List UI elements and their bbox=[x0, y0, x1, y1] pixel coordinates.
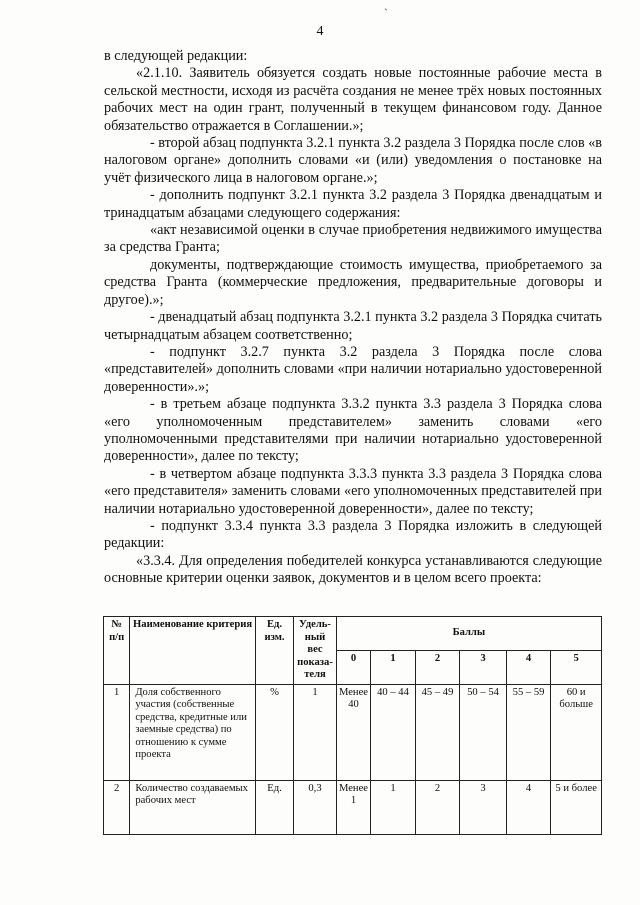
criteria-table bbox=[103, 616, 602, 835]
row-num: 2 bbox=[104, 780, 130, 834]
paragraph-4: «акт независимой оценки в случае приобретения недвижимого имущества за средства Гранта; bbox=[104, 222, 602, 256]
row-score: 45 – 49 bbox=[415, 684, 460, 780]
row-num: 1 bbox=[104, 684, 130, 780]
row-score: 55 – 59 bbox=[506, 684, 551, 780]
row-name: Доля собственного участия (собственные средства, кредитные или заемные средства) по отношению к сумме проекта bbox=[130, 684, 255, 780]
row-score: 3 bbox=[460, 780, 507, 834]
document-body bbox=[104, 48, 602, 588]
header-scores: Баллы bbox=[336, 617, 601, 651]
row-weight: 0,3 bbox=[294, 780, 337, 834]
row-score: Менее 40 bbox=[336, 684, 370, 780]
row-unit: % bbox=[255, 684, 293, 780]
row-score: 50 – 54 bbox=[460, 684, 507, 780]
row-score: 60 и больше bbox=[551, 684, 602, 780]
row-score: Менее 1 bbox=[336, 780, 370, 834]
paragraph-8: - в третьем абзаце подпункта 3.3.2 пункта 3.3 раздела 3 Порядка слова «его уполномоченным представителем» заменить словами «его уполномоченными представителями при наличии нотариально удостоверенной доверенности», далее по тексту; bbox=[104, 396, 602, 465]
paragraph-5: документы, подтверждающие стоимость имущества, приобретаемого за средства Гранта (коммерческие предложения, предварительные договоры и другое).»; bbox=[104, 256, 602, 308]
score-col-3: 3 bbox=[460, 650, 507, 684]
score-col-5: 5 bbox=[551, 650, 602, 684]
score-col-4: 4 bbox=[506, 650, 551, 684]
row-score: 4 bbox=[506, 780, 551, 834]
table-header-row bbox=[104, 617, 602, 651]
score-col-1: 1 bbox=[371, 650, 416, 684]
paragraph-10: - подпункт 3.3.4 пункта 3.3 раздела 3 Порядка изложить в следующей редакции: bbox=[104, 517, 602, 552]
score-col-2: 2 bbox=[415, 650, 460, 684]
paragraph-6: - двенадцатый абзац подпункта 3.2.1 пункта 3.2 раздела 3 Порядка считать четырнадцатым абзацем соответственно; bbox=[104, 309, 602, 343]
table-row bbox=[104, 780, 602, 834]
header-unit: Ед. изм. bbox=[255, 617, 293, 685]
header-name: Наименование критерия bbox=[130, 617, 255, 685]
row-score: 40 – 44 bbox=[371, 684, 416, 780]
paragraph-0: в следующей редакции: bbox=[104, 48, 248, 64]
page-number: 4 bbox=[316, 24, 324, 39]
row-weight: 1 bbox=[294, 684, 337, 780]
row-name: Количество создаваемых рабочих мест bbox=[130, 780, 255, 834]
table-row bbox=[104, 684, 602, 780]
paragraph-1: «2.1.10. Заявитель обязуется создать новые постоянные рабочие места в сельской местности, исходя из расчёта создания не менее трёх новых постоянных рабочих мест на один грант, полученный в текущем финансовом году. Данное обязательство отражается в Соглашении.»; bbox=[104, 65, 602, 134]
paragraph-2: - второй абзац подпункта 3.2.1 пункта 3.2 раздела 3 Порядка после слов «в налоговом органе» дополнить словами «и (или) уведомления о постановке на учёт физического лица в налоговом органе.»; bbox=[104, 135, 602, 186]
paragraph-9: - в четвертом абзаце подпункта 3.3.3 пункта 3.3 раздела 3 Порядка слова «его представителя» заменить словами «его уполномоченных представителей при наличии нотариально удостоверенной доверенности», далее по тексту; bbox=[104, 465, 602, 517]
header-num: № п/п bbox=[104, 617, 130, 685]
scan-mark: ˋ bbox=[384, 6, 388, 20]
score-col-0: 0 bbox=[336, 650, 370, 684]
header-weight: Удель-ный вес показа-теля bbox=[294, 617, 337, 685]
paragraph-11: «3.3.4. Для определения победителей конкурса устанавливаются следующие основные критерии оценки заявок, документов и в целом всего проекта: bbox=[104, 552, 602, 587]
paragraph-7: - подпункт 3.2.7 пункта 3.2 раздела 3 Порядка после слова «представителей» дополнить словами «при наличии нотариально удостоверенной доверенности».»; bbox=[104, 343, 602, 395]
paragraph-3: - дополнить подпункт 3.2.1 пункта 3.2 раздела 3 Порядка двенадцатым и тринадцатым абзацами следующего содержания: bbox=[104, 187, 602, 221]
row-score: 2 bbox=[415, 780, 460, 834]
row-unit: Ед. bbox=[255, 780, 293, 834]
row-score: 5 и более bbox=[551, 780, 602, 834]
row-score: 1 bbox=[371, 780, 416, 834]
